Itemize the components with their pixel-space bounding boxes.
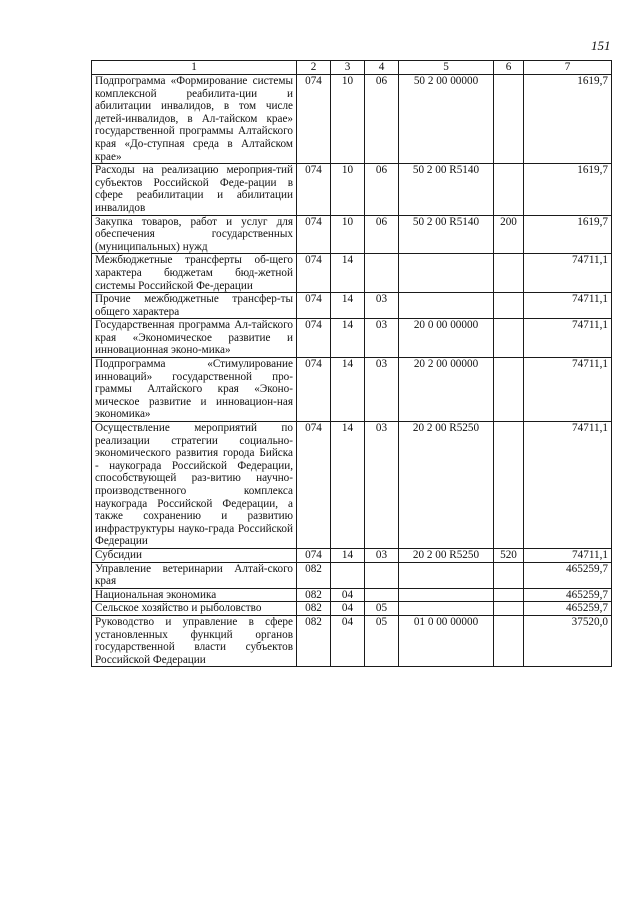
table-header-row bbox=[92, 61, 612, 75]
amount-cell: 74711,1 bbox=[524, 319, 612, 358]
ministry-code-cell: 074 bbox=[297, 254, 331, 293]
target-article-cell: 20 2 00 00000 bbox=[399, 358, 494, 422]
target-article-cell: 01 0 00 00000 bbox=[399, 615, 494, 666]
ministry-code-cell: 074 bbox=[297, 548, 331, 562]
section-code-cell: 04 bbox=[331, 615, 365, 666]
section-code-cell: 10 bbox=[331, 75, 365, 164]
subsection-code-cell: 06 bbox=[365, 164, 399, 215]
table-row bbox=[92, 215, 612, 254]
expense-type-cell: 520 bbox=[494, 548, 524, 562]
target-article-cell: 50 2 00 00000 bbox=[399, 75, 494, 164]
table-row bbox=[92, 562, 612, 588]
amount-cell: 74711,1 bbox=[524, 293, 612, 319]
target-article-cell: 50 2 00 R5140 bbox=[399, 215, 494, 254]
amount-cell: 1619,7 bbox=[524, 75, 612, 164]
section-code-cell bbox=[331, 562, 365, 588]
page-number: 151 bbox=[591, 38, 611, 53]
target-article-cell: 20 2 00 R5250 bbox=[399, 422, 494, 549]
table-row bbox=[92, 548, 612, 562]
ministry-code-cell: 074 bbox=[297, 422, 331, 549]
target-article-cell bbox=[399, 562, 494, 588]
column-header: 3 bbox=[331, 61, 365, 75]
target-article-cell bbox=[399, 602, 494, 616]
row-name-cell: Государственная программа Ал-тайского края «Экономическое развитие и инновационная эконо-мика» bbox=[92, 319, 297, 358]
table-row bbox=[92, 254, 612, 293]
subsection-code-cell: 06 bbox=[365, 215, 399, 254]
expense-type-cell bbox=[494, 164, 524, 215]
subsection-code-cell: 03 bbox=[365, 319, 399, 358]
target-article-cell bbox=[399, 254, 494, 293]
subsection-code-cell: 03 bbox=[365, 548, 399, 562]
ministry-code-cell: 082 bbox=[297, 562, 331, 588]
subsection-code-cell: 03 bbox=[365, 293, 399, 319]
expense-type-cell bbox=[494, 602, 524, 616]
row-name-cell: Подпрограмма «Стимулирование инноваций» государственной про-граммы Алтайского края «Эконо-мическое развитие и инновацион-ная экономика» bbox=[92, 358, 297, 422]
row-name-cell: Закупка товаров, работ и услуг для обеспечения государственных (муниципальных) нужд bbox=[92, 215, 297, 254]
table-row bbox=[92, 422, 612, 549]
section-code-cell: 04 bbox=[331, 602, 365, 616]
table-row bbox=[92, 602, 612, 616]
expense-type-cell bbox=[494, 358, 524, 422]
ministry-code-cell: 074 bbox=[297, 293, 331, 319]
amount-cell: 37520,0 bbox=[524, 615, 612, 666]
subsection-code-cell: 03 bbox=[365, 422, 399, 549]
ministry-code-cell: 074 bbox=[297, 319, 331, 358]
column-header: 1 bbox=[92, 61, 297, 75]
amount-cell: 74711,1 bbox=[524, 358, 612, 422]
subsection-code-cell: 05 bbox=[365, 615, 399, 666]
amount-cell: 465259,7 bbox=[524, 602, 612, 616]
table-row bbox=[92, 164, 612, 215]
table-row bbox=[92, 615, 612, 666]
row-name-cell: Руководство и управление в сфере установленных функций органов государственной власти субъектов Российской Федерации bbox=[92, 615, 297, 666]
target-article-cell: 50 2 00 R5140 bbox=[399, 164, 494, 215]
row-name-cell: Осуществление мероприятий по реализации стратегии социально-экономического развития города Бийска - наукограда Российской Федерации, способствующей раз-витию научно-производственного комплекса наукограда Российской Федерации, а также сохранению и развитию инфраструктуры науко-града Российской Федерации bbox=[92, 422, 297, 549]
row-name-cell: Прочие межбюджетные трансфер-ты общего характера bbox=[92, 293, 297, 319]
expense-type-cell bbox=[494, 254, 524, 293]
amount-cell: 1619,7 bbox=[524, 164, 612, 215]
expense-type-cell: 200 bbox=[494, 215, 524, 254]
column-header: 4 bbox=[365, 61, 399, 75]
expense-type-cell bbox=[494, 562, 524, 588]
row-name-cell: Расходы на реализацию мероприя-тий субъектов Российской Феде-рации в сфере реабилитации и абилитации инвалидов bbox=[92, 164, 297, 215]
amount-cell: 465259,7 bbox=[524, 588, 612, 602]
table-row bbox=[92, 75, 612, 164]
section-code-cell: 10 bbox=[331, 215, 365, 254]
subsection-code-cell: 03 bbox=[365, 358, 399, 422]
target-article-cell bbox=[399, 293, 494, 319]
target-article-cell bbox=[399, 588, 494, 602]
row-name-cell: Управление ветеринарии Алтай-ского края bbox=[92, 562, 297, 588]
section-code-cell: 14 bbox=[331, 293, 365, 319]
expense-type-cell bbox=[494, 319, 524, 358]
row-name-cell: Сельское хозяйство и рыболовство bbox=[92, 602, 297, 616]
amount-cell: 74711,1 bbox=[524, 422, 612, 549]
ministry-code-cell: 074 bbox=[297, 75, 331, 164]
amount-cell: 1619,7 bbox=[524, 215, 612, 254]
column-header: 7 bbox=[524, 61, 612, 75]
amount-cell: 465259,7 bbox=[524, 562, 612, 588]
section-code-cell: 14 bbox=[331, 254, 365, 293]
ministry-code-cell: 074 bbox=[297, 164, 331, 215]
section-code-cell: 04 bbox=[331, 588, 365, 602]
subsection-code-cell: 05 bbox=[365, 602, 399, 616]
section-code-cell: 14 bbox=[331, 422, 365, 549]
ministry-code-cell: 074 bbox=[297, 358, 331, 422]
row-name-cell: Национальная экономика bbox=[92, 588, 297, 602]
subsection-code-cell bbox=[365, 562, 399, 588]
table-row bbox=[92, 358, 612, 422]
table-row bbox=[92, 319, 612, 358]
subsection-code-cell bbox=[365, 254, 399, 293]
amount-cell: 74711,1 bbox=[524, 254, 612, 293]
subsection-code-cell: 06 bbox=[365, 75, 399, 164]
budget-table bbox=[91, 60, 612, 667]
column-header: 5 bbox=[399, 61, 494, 75]
section-code-cell: 14 bbox=[331, 358, 365, 422]
expense-type-cell bbox=[494, 75, 524, 164]
subsection-code-cell bbox=[365, 588, 399, 602]
row-name-cell: Субсидии bbox=[92, 548, 297, 562]
target-article-cell: 20 0 00 00000 bbox=[399, 319, 494, 358]
table-row bbox=[92, 588, 612, 602]
section-code-cell: 10 bbox=[331, 164, 365, 215]
expense-type-cell bbox=[494, 422, 524, 549]
ministry-code-cell: 082 bbox=[297, 615, 331, 666]
target-article-cell: 20 2 00 R5250 bbox=[399, 548, 494, 562]
expense-type-cell bbox=[494, 615, 524, 666]
amount-cell: 74711,1 bbox=[524, 548, 612, 562]
expense-type-cell bbox=[494, 588, 524, 602]
row-name-cell: Подпрограмма «Формирование системы комплексной реабилита-ции и абилитации инвалидов, в том числе детей-инвалидов, в Ал-тайском крае» государственной программы Алтайского края «До-ступная среда в Алтайском крае» bbox=[92, 75, 297, 164]
expense-type-cell bbox=[494, 293, 524, 319]
column-header: 6 bbox=[494, 61, 524, 75]
ministry-code-cell: 082 bbox=[297, 602, 331, 616]
column-header: 2 bbox=[297, 61, 331, 75]
ministry-code-cell: 074 bbox=[297, 215, 331, 254]
section-code-cell: 14 bbox=[331, 548, 365, 562]
ministry-code-cell: 082 bbox=[297, 588, 331, 602]
table-row bbox=[92, 293, 612, 319]
row-name-cell: Межбюджетные трансферты об-щего характера бюджетам бюд-жетной системы Российской Фе-дерации bbox=[92, 254, 297, 293]
section-code-cell: 14 bbox=[331, 319, 365, 358]
